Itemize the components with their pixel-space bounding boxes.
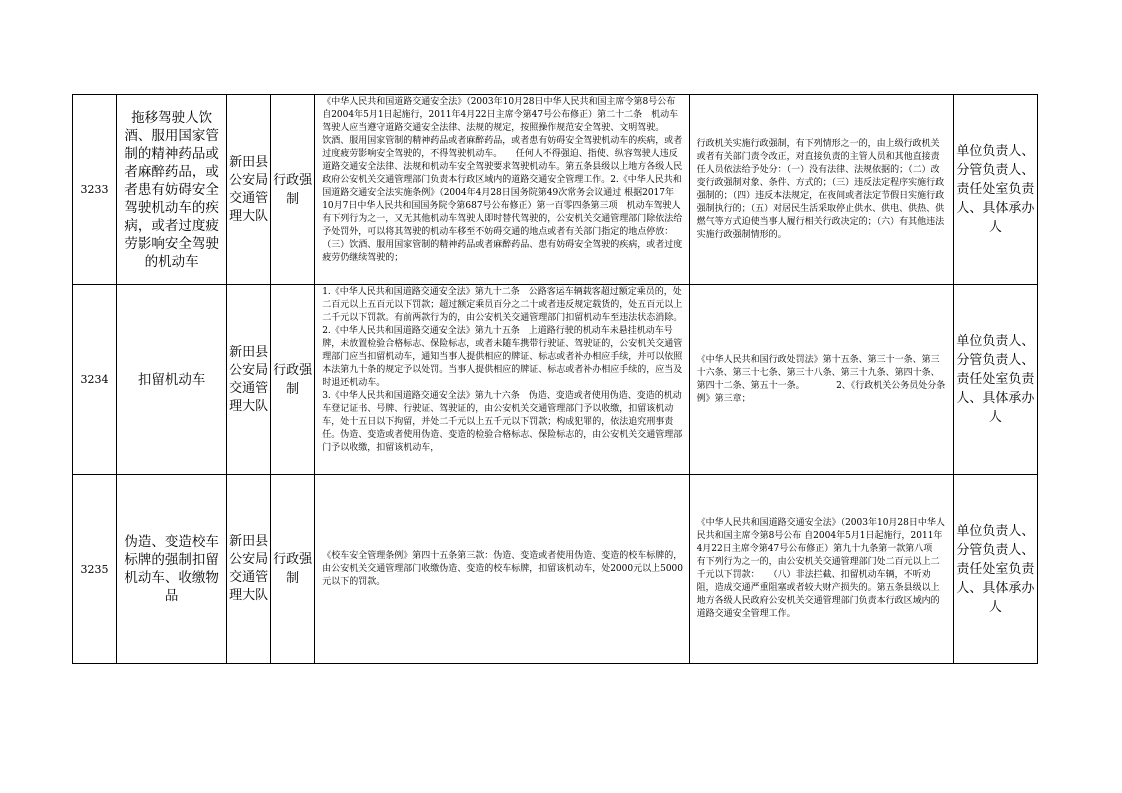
item-id: 3234 <box>73 285 117 475</box>
implementing-department: 新田县公安局交通管理大队 <box>227 285 271 475</box>
legal-basis-cell <box>315 285 689 475</box>
power-type: 行政强制 <box>271 285 315 475</box>
responsibility-cell <box>689 95 953 285</box>
legal-basis-text: 《中华人民共和国道路交通安全法》（2003年10月28日中华人民共和国主席令第8号公布 自2004年5月1日起施行，2011年4月22日主席令第47号公布修正）第二十二条 机动车驾驶人应当遵守道路交通安全法律、法规的规定，按照操作规范安全驾驶、文明驾驶。 饮酒、服用国家管制的精神药品或者麻醉药品，或者患有妨碍安全驾驶机动车的疾病，或者过度疲劳影响安全驾驶的，不得驾驶机动车。 任何人不得强迫、指使、纵容驾驶人违反道路交通安全法律、法规和机动车安全驾驶要求驾驶机动车。第五条县级以上地方各级人民政府公安机关交通管理部门负责本行政区域内的道路交通安全管理工作。2.《中华人民共和国道路交通安全法实施条例》（2004年4月28日国务院第49次常务会议通过 根据2017年10月7日中华人民共和国国务院令第687号公布修正）第一百零四条第三项 机动车驾驶人有下列行为之一，又无其他机动车驾驶人即时替代驾驶的，公安机关交通管理部门除依法给予处罚外，可以将其驾驶的机动车移至不妨碍交通的地点或者有关部门指定的地点停放：（三）饮酒、服用国家管制的精神药品或者麻醉药品、患有妨碍安全驾驶的疾病，或者过度疲劳仍继续驾驶的； <box>322 96 683 263</box>
responsibility-text: 《中华人民共和国道路交通安全法》（2003年10月28日中华人民共和国主席令第8号公布 自2004年5月1日起施行，2011年4月22日主席令第47号公布修正）第九十九条第一款第八项 有下列行为之一的，由公安机关交通管理部门处二百元以上二千元以下罚款： （八）非法拦截、扣留机动车辆，不听劝阻，造成交通严重阻塞或者较大财产损失的。第五条县级以上地方各级人民政府公安机关交通管理部门负责本行政区域内的道路交通安全管理工作。 <box>696 518 951 619</box>
responsibility-text: 《中华人民共和国行政处罚法》第十五条、第三十一条、第三十六条、第三十七条、第三十八条、第三十九条、第四十条、第四十二条、第五十一条。 2、《行政机关公务员处分条例》第三章； <box>696 354 946 404</box>
table-row <box>73 475 1038 664</box>
item-name: 拖移驾驶人饮酒、服用国家管制的精神药品或者麻醉药品，或者患有妨碍安全驾驶机动车的疾病，或者过度疲劳影响安全驾驶的机动车 <box>117 95 227 285</box>
implementing-department: 新田县公安局交通管理大队 <box>227 95 271 285</box>
legal-basis-text: 《校车安全管理条例》第四十五条第三款：伪造、变造或者使用伪造、变造的校车标牌的，由公安机关交通管理部门收缴伪造、变造的校车标牌，扣留该机动车，处2000元以上5000元以下的罚款。 <box>322 550 684 587</box>
power-type: 行政强制 <box>271 95 315 285</box>
item-id: 3235 <box>73 475 117 664</box>
responsible-persons: 单位负责人、分管负责人、责任处室负责人、具体承办人 <box>953 95 1037 285</box>
responsibility-cell <box>689 475 953 664</box>
responsible-persons: 单位负责人、分管负责人、责任处室负责人、具体承办人 <box>953 285 1037 475</box>
responsible-persons: 单位负责人、分管负责人、责任处室负责人、具体承办人 <box>953 475 1037 664</box>
responsibility-cell <box>689 285 953 475</box>
legal-basis-text <box>315 286 688 474</box>
legal-basis-line: 1.《中华人民共和国道路交通安全法》第九十二条 公路客运车辆载客超过额定乘员的，处二百元以上五百元以下罚款；超过额定乘员百分之二十或者违反规定载货的，处五百元以上二千元以下罚款。有前两款行为的，由公安机关交通管理部门扣留机动车至违法状态消除。 <box>322 286 683 323</box>
power-list-table <box>72 94 1038 664</box>
table-row <box>73 285 1038 475</box>
legal-basis-cell <box>315 95 689 285</box>
implementing-department: 新田县公安局交通管理大队 <box>227 475 271 664</box>
item-name: 扣留机动车 <box>117 285 227 475</box>
responsibility-text: 行政机关实施行政强制，有下列情形之一的，由上级行政机关或者有关部门责令改正，对直接负责的主管人员和其他直接责任人员依法给予处分：（一）没有法律、法规依据的；（二）改变行政强制对象、条件、方式的；（三）违反法定程序实施行政强制的；（四）违反本法规定，在夜间或者法定节假日实施行政强制执行的；（五）对居民生活采取停止供水、供电、供热、供燃气等方式迫使当事人履行相关行政决定的；（六）有其他违法实施行政强制情形的。 <box>696 138 945 240</box>
item-name: 伪造、变造校车标牌的强制扣留机动车、收缴物品 <box>117 475 227 664</box>
item-id: 3233 <box>73 95 117 285</box>
legal-basis-cell <box>315 475 689 664</box>
power-type: 行政强制 <box>271 475 315 664</box>
legal-basis-line: 2.《中华人民共和国道路交通安全法》第九十五条 上道路行驶的机动车未悬挂机动车号牌，未放置检验合格标志、保险标志，或者未随车携带行驶证、驾驶证的，公安机关交通管理部门应当扣留机动车，通知当事人提供相应的牌证、标志或者补办相应手续，并可以依照本法第九十条的规定予以处罚。当事人提供相应的牌证、标志或者补办相应手续的，应当及时退还机动车。 <box>322 325 683 388</box>
legal-basis-line: 3.《中华人民共和国道路交通安全法》第九十六条 伪造、变造或者使用伪造、变造的机动车登记证书、号牌、行驶证、驾驶证的，由公安机关交通管理部门予以收缴，扣留该机动车，处十五日以下拘留，并处二千元以上五千元以下罚款；构成犯罪的，依法追究刑事责任。伪造、变造或者使用伪造、变造的检验合格标志、保险标志的，由公安机关交通管理部门予以收缴，扣留该机动车， <box>322 390 683 453</box>
table-row <box>73 95 1038 285</box>
